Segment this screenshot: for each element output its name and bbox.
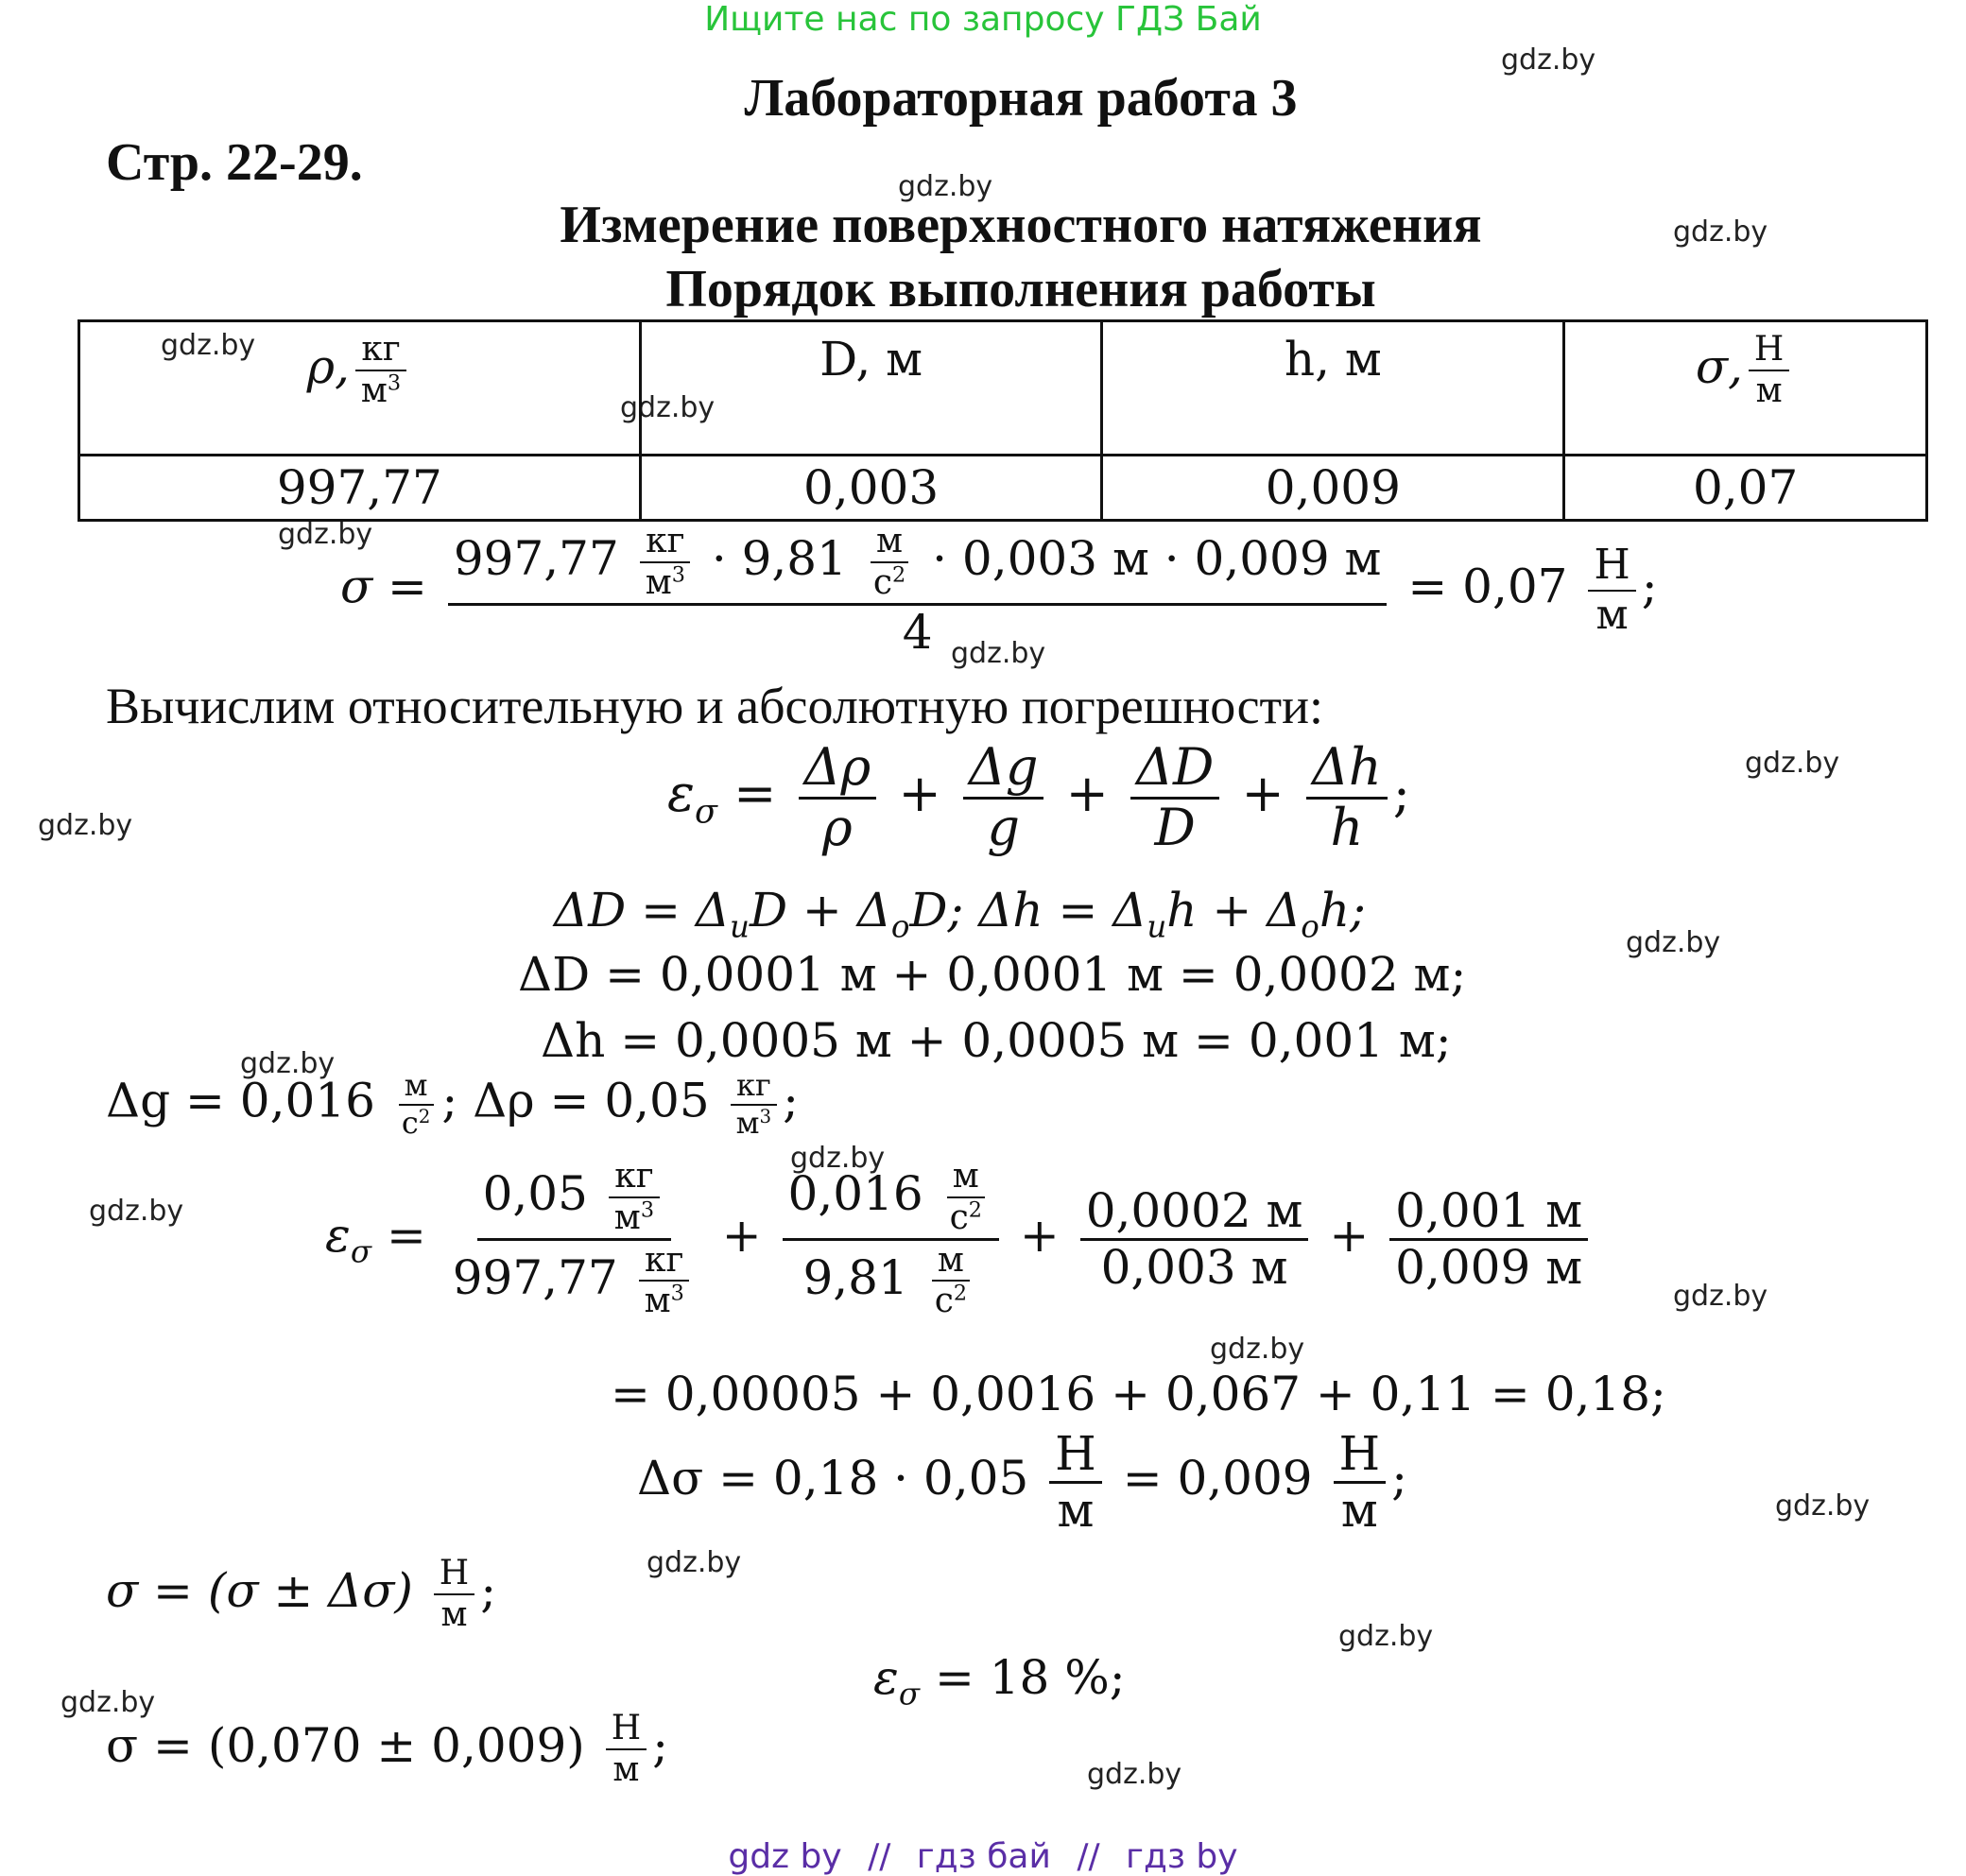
formula-delta-d-value: ΔD = 0,0001 м + 0,0001 м = 0,0002 м; — [518, 947, 1467, 1002]
formula-result-general: σ = (σ ± Δσ) $\frac{Н}{м}$ ; — [106, 1554, 497, 1634]
formula-sigma-calc: σ = 997,77 $\frac{кг}{м^3}$ · 9,81 $\frac{м}{с^2}$ · 0,003 м · 0,009 м 4 = 0,07 $\frac{Н}{м}$ ; — [340, 522, 1658, 660]
measurement-table — [78, 319, 1928, 522]
watermark: gdz.by — [161, 329, 256, 362]
link-gdz-bai[interactable]: гдз бай — [916, 1837, 1051, 1876]
value-density: 997,77 — [79, 456, 641, 521]
value-height: 0,009 — [1102, 456, 1564, 521]
page-title: Лабораторная работа 3 — [744, 69, 1298, 128]
header-density: ρ, $\frac{кг}{м^3}$ — [79, 321, 641, 456]
formula-abs-error-definitions: $\Delta D = \Delta_иD + \Delta_оD$; $\Delta h = \Delta_иh + \Delta_оh$; — [554, 883, 1366, 945]
header-height: h, м — [1102, 321, 1564, 456]
watermark: gdz.by — [38, 809, 133, 842]
formula-relative-error: $\varepsilon_\sigma$ = $\frac{\Delta\rho}{\rho}$ + $\frac{\Delta g}{g}$ + $\frac{\Delta D}{D}$ + $\frac{\Delta h}{h}$ ; — [667, 737, 1410, 857]
watermark: gdz.by — [278, 518, 373, 551]
watermark: gdz.by — [1775, 1489, 1871, 1523]
link-gdz-by-cyr[interactable]: гдз by — [1126, 1837, 1238, 1876]
formula-abs-error-sigma: Δσ = 0,18 · 0,05 $\frac{Н}{м}$ = 0,009 $\frac{Н}{м}$ ; — [637, 1426, 1407, 1538]
watermark: gdz.by — [1338, 1620, 1434, 1653]
errors-intro-text: Вычислим относительную и абсолютную погрешности: — [106, 678, 1324, 734]
formula-relative-error-sum: = 0,00005 + 0,0016 + 0,067 + 0,11 = 0,18; — [611, 1367, 1666, 1421]
promo-banner[interactable]: Ищите нас по запросу ГДЗ Бай — [704, 0, 1262, 39]
watermark: gdz.by — [1501, 43, 1596, 77]
page-reference: Стр. 22-29. — [106, 133, 363, 192]
watermark: gdz.by — [647, 1546, 742, 1579]
watermark: gdz.by — [89, 1195, 184, 1228]
watermark: gdz.by — [790, 1142, 886, 1175]
link-gdz-by[interactable]: gdz by — [728, 1837, 842, 1876]
formula-relative-error-substituted: $\varepsilon_\sigma$ = 0,05 $\frac{кг}{м^3}$ 997,77 $\frac{кг}{м^3}$ + 0,016 $\frac{м}{с^2}$ 9,81 $\frac{м}{с^2}$ + $\frac{0,0002 м}{0,003 м}$ + $\frac{0,001 м}{0,009 м}$ — [325, 1159, 1594, 1319]
value-sigma: 0,07 — [1564, 456, 1927, 521]
header-sigma: σ, $\frac{Н}{м}$ — [1564, 321, 1927, 456]
watermark: gdz.by — [60, 1686, 156, 1719]
watermark: gdz.by — [1745, 747, 1840, 780]
formula-delta-g-rho: Δg = 0,016 $\frac{м}{с^2}$ ; Δρ = 0,05 $\frac{кг}{м^3}$ ; — [106, 1067, 799, 1141]
watermark: gdz.by — [1673, 215, 1768, 249]
formula-relative-error-percent: $\varepsilon_\sigma = 18$ %; — [873, 1650, 1126, 1712]
watermark: gdz.by — [1673, 1280, 1768, 1313]
watermark: gdz.by — [240, 1047, 336, 1080]
separator: // — [1077, 1837, 1100, 1876]
header-diameter: D, м — [640, 321, 1102, 456]
value-diameter: 0,003 — [640, 456, 1102, 521]
bottom-links — [0, 1837, 1966, 1876]
formula-result-final: σ = (0,070 ± 0,009) $\frac{Н}{м}$ ; — [106, 1709, 668, 1789]
subtitle-procedure: Порядок выполнения работы — [665, 260, 1376, 318]
subtitle: Измерение поверхностного натяжения — [560, 196, 1482, 254]
formula-delta-h-value: Δh = 0,0005 м + 0,0005 м = 0,001 м; — [541, 1013, 1452, 1068]
watermark: gdz.by — [1210, 1333, 1305, 1366]
watermark: gdz.by — [1626, 926, 1721, 959]
watermark: gdz.by — [951, 637, 1046, 670]
separator: // — [868, 1837, 891, 1876]
watermark: gdz.by — [1087, 1758, 1182, 1791]
watermark: gdz.by — [898, 170, 993, 203]
watermark: gdz.by — [620, 391, 716, 424]
